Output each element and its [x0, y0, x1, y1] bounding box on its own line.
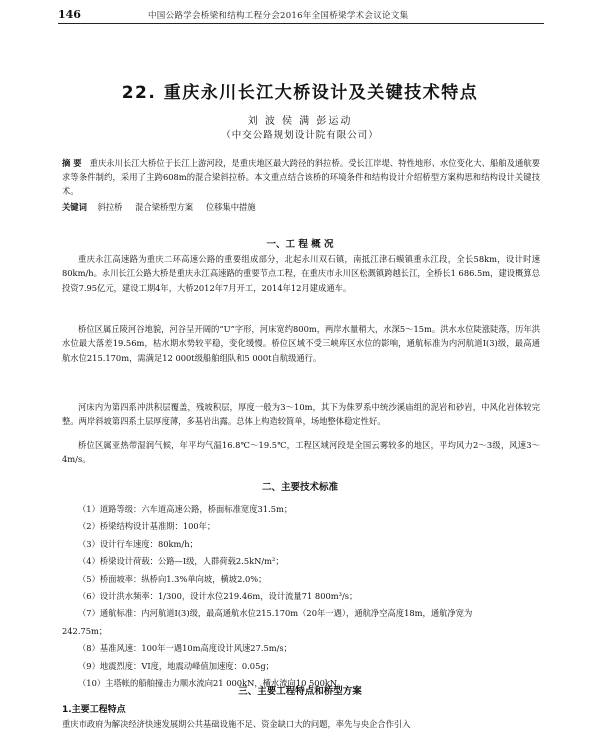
section-heading-features: 三、主要工程特点和桥型方案: [238, 686, 362, 697]
keyword: 斜拉桥: [97, 202, 123, 212]
list-item: （4）桥梁设计荷载：公路—I级，人群荷载2.5kN/m²；: [78, 556, 284, 567]
keywords: [62, 201, 540, 213]
list-item: （5）桥面坡率：纵桥向1.3%单向坡，横坡2.0%；: [78, 573, 267, 584]
running-title: 中国公路学会桥梁和结构工程分会2016年全国桥梁学术会议论文集: [148, 11, 409, 21]
list-item: （6）设计洪水频率：1/300，设计水位219.46m，设计流量71 800m³/s；: [78, 591, 358, 602]
list-item: （8）基准风速：100年一遇10m高度设计风速27.5m/s；: [78, 643, 292, 654]
list-item: （9）地震烈度：VI度，地震动峰值加速度：0.05g；: [78, 660, 274, 671]
abstract-label: 摘 要: [62, 158, 82, 168]
overview-paragraph: 桥位区属亚热带湿润气候，年平均气温16.8℃～19.5℃，工程区域河段是全国云雾较多的地区，平均风力2～3级，风速3～4m/s。: [62, 440, 540, 465]
overview-paragraph: 重庆永江高速路为重庆二环高速公路的重要组成部分，北起永川双石镇，南抵江津石蟆镇重永江段，全长58km，设计时速80km/h。永川长江公路大桥是重庆永江高速路的重要节点工程，在重庆市永川区松溉镇跨越长江，全桥长1 686.5m，建设概算总投资7.95亿元，建设工期4年，大桥2012年7月开工，2014年12月建成通车。: [62, 254, 540, 293]
page-number: 146: [58, 8, 81, 21]
section-heading-standards: 二、主要技术标准: [261, 482, 338, 493]
keyword: 混合梁桥型方案: [135, 202, 194, 212]
keyword: 位移集中措施: [205, 202, 256, 212]
paper-title: 22. 重庆永川长江大桥设计及关键技术特点: [121, 83, 479, 103]
list-item: （3）设计行车速度：80km/h；: [78, 538, 198, 549]
header-rule: [58, 23, 544, 24]
overview-paragraph: 河床内为第四系冲洪积层覆盖，残坡积层，厚度一般为3～10m，其下为侏罗系中统沙溪庙组的泥岩和砂岩，中风化岩体较完整。两岸斜坡第四系土层厚度薄，多基岩出露。总体上构造较简单，场地整体稳定性好。: [62, 402, 540, 427]
affiliation: （中交公路规划设计院有限公司）: [221, 130, 379, 141]
body-text: 重庆市政府为解决经济快速发展期公共基础设施不足、资金缺口大的问题，率先与央企合作引入: [62, 719, 411, 729]
list-item: （1）道路等级：六车道高速公路，桥面标准宽度31.5m；: [78, 504, 293, 514]
keywords-label: 关键词: [62, 202, 87, 212]
list-item: （7）通航标准：内河航道I(3)级，最高通航水位215.170m（20年一遇），通航净空高度18m，通航净宽为: [78, 608, 473, 619]
abstract-text: 重庆永川长江大桥位于长江上游河段，是重庆地区最大跨径的斜拉桥。受长江岸堤、特性地形、水位变化大、船舶及通航要求等条件制约，采用了主跨608m的混合梁斜拉桥。本文重点结合该桥的环境条件和结构设计介绍桥型方案构思和结构设计关键技术。: [62, 158, 540, 196]
list-item: （2）桥梁结构设计基准期：100年；: [78, 521, 216, 532]
overview-paragraph: 桥位区属丘陵河谷地貌，河谷呈开阔的“U”字形，河床宽约800m，两岸水量稍大，水深5～15m。洪水水位陡涨陡落，历年洪水位最大落差19.56m，枯水期水势较平稳，变化缓慢。桥位区域不受三峡库区水位的影响，通航标准为内河航道I(3)级，最高通航水位215.170m，需满足12 000t级船舶组队和5 000t自航级通行。: [62, 324, 540, 363]
running-header: [58, 8, 544, 22]
abstract: [62, 156, 540, 198]
list-item: 242.75m；: [62, 625, 108, 636]
list-item: （10）主塔帐的船舶撞击力顺水流向21 000kN，横水流向10 500kN。: [78, 678, 346, 689]
standards-list: [62, 501, 540, 692]
authors: 刘 波 侯 满 彭运动: [247, 116, 353, 127]
subsection-heading: 1.主要工程特点: [62, 705, 126, 715]
section-heading-overview: 一、工 程 概 况: [266, 239, 334, 250]
